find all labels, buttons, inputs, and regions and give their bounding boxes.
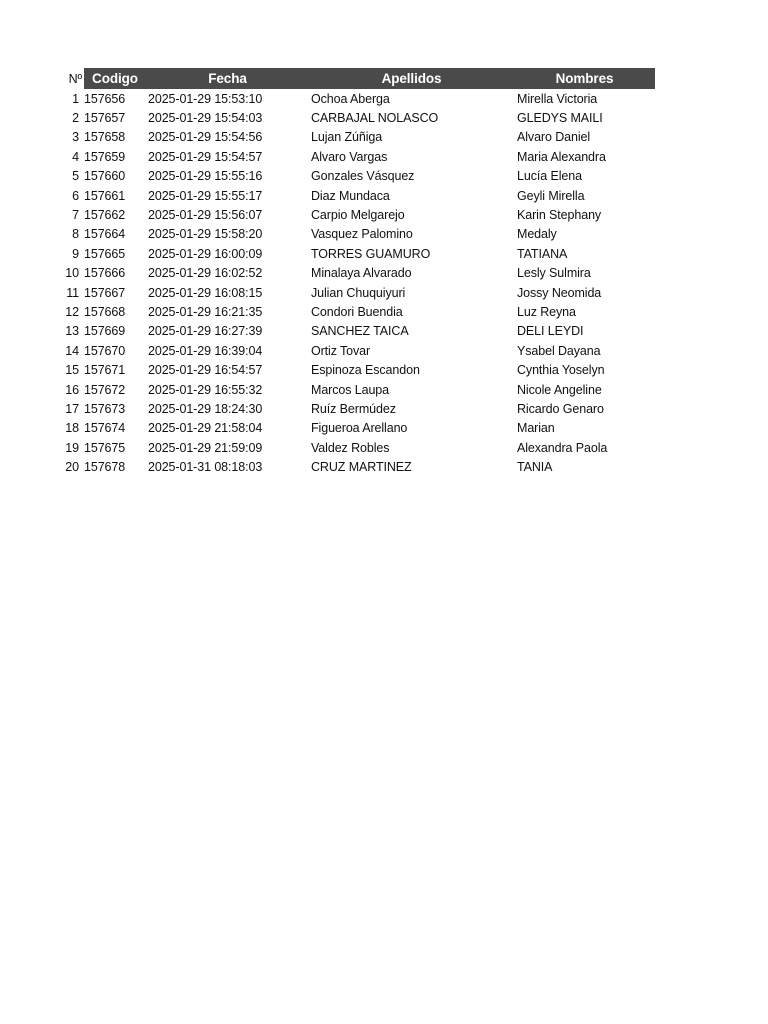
column-header-nombres: Nombres: [514, 68, 655, 89]
table-row: [62, 419, 655, 438]
cell-codigo: 157668: [84, 304, 126, 319]
cell-fecha: 2025-01-29 16:08:15: [148, 285, 263, 300]
cell-number: 19: [65, 440, 79, 455]
cell-fecha: 2025-01-29 16:00:09: [148, 246, 263, 261]
cell-fecha: 2025-01-29 15:54:56: [148, 130, 263, 145]
table-row: [62, 302, 655, 321]
cell-number: 8: [72, 227, 79, 242]
table-row: [62, 147, 655, 166]
cell-codigo: 157660: [84, 169, 126, 184]
cell-fecha: 2025-01-29 18:24:30: [148, 401, 263, 416]
cell-number: 20: [65, 460, 79, 475]
table-header-row: [62, 68, 655, 89]
cell-apellidos: Condori Buendia: [311, 304, 403, 319]
cell-apellidos: CRUZ MARTINEZ: [311, 460, 412, 475]
cell-codigo: 157664: [84, 227, 126, 242]
table-row: [62, 438, 655, 457]
cell-nombres: DELI LEYDI: [517, 324, 584, 339]
cell-number: 15: [65, 363, 79, 378]
cell-fecha: 2025-01-29 15:54:57: [148, 149, 263, 164]
cell-apellidos: Diaz Mundaca: [311, 188, 390, 203]
cell-nombres: TATIANA: [517, 246, 568, 261]
cell-apellidos: Julian Chuquiyuri: [311, 285, 406, 300]
cell-fecha: 2025-01-31 08:18:03: [148, 460, 263, 475]
table-row: [62, 283, 655, 302]
cell-fecha: 2025-01-29 15:53:10: [148, 91, 263, 106]
cell-nombres: Mirella Victoria: [517, 91, 598, 106]
cell-nombres: Cynthia Yoselyn: [517, 363, 605, 378]
cell-apellidos: Ochoa Aberga: [311, 91, 390, 106]
cell-codigo: 157667: [84, 285, 126, 300]
cell-apellidos: Gonzales Vásquez: [311, 169, 415, 184]
cell-codigo: 157658: [84, 130, 126, 145]
cell-fecha: 2025-01-29 15:54:03: [148, 111, 263, 126]
cell-nombres: Maria Alexandra: [517, 149, 606, 164]
column-header-codigo: Codigo: [84, 68, 146, 89]
column-header-number: Nº: [62, 68, 84, 89]
cell-codigo: 157674: [84, 421, 126, 436]
table-row: [62, 380, 655, 399]
cell-number: 10: [65, 266, 79, 281]
cell-fecha: 2025-01-29 16:54:57: [148, 363, 263, 378]
cell-codigo: 157665: [84, 246, 126, 261]
cell-codigo: 157656: [84, 91, 126, 106]
cell-fecha: 2025-01-29 15:55:16: [148, 169, 263, 184]
table-body: [62, 89, 655, 477]
cell-number: 17: [65, 401, 79, 416]
cell-number: 4: [72, 149, 79, 164]
cell-fecha: 2025-01-29 15:56:07: [148, 208, 263, 223]
cell-codigo: 157675: [84, 440, 126, 455]
cell-number: 5: [72, 169, 79, 184]
cell-number: 7: [72, 208, 79, 223]
cell-number: 1: [72, 91, 79, 106]
cell-apellidos: TORRES GUAMURO: [311, 246, 431, 261]
cell-nombres: TANIA: [517, 460, 553, 475]
cell-number: 16: [65, 382, 79, 397]
table-row: [62, 205, 655, 224]
table-row: [62, 186, 655, 205]
cell-apellidos: Lujan Zúñiga: [311, 130, 383, 145]
cell-fecha: 2025-01-29 21:59:09: [148, 440, 263, 455]
cell-codigo: 157672: [84, 382, 126, 397]
cell-fecha: 2025-01-29 15:55:17: [148, 188, 263, 203]
table-row: [62, 264, 655, 283]
cell-codigo: 157673: [84, 401, 126, 416]
cell-nombres: Medaly: [517, 227, 557, 242]
cell-apellidos: Figueroa Arellano: [311, 421, 408, 436]
table-row: [62, 244, 655, 263]
cell-number: 14: [65, 343, 79, 358]
table-row: [62, 89, 655, 108]
cell-apellidos: CARBAJAL NOLASCO: [311, 111, 439, 126]
cell-nombres: Lucía Elena: [517, 169, 582, 184]
cell-codigo: 157657: [84, 111, 126, 126]
cell-fecha: 2025-01-29 16:39:04: [148, 343, 263, 358]
table-row: [62, 457, 655, 476]
cell-apellidos: Ortiz Tovar: [311, 343, 371, 358]
cell-number: 13: [65, 324, 79, 339]
cell-nombres: Lesly Sulmira: [517, 266, 591, 281]
cell-fecha: 2025-01-29 16:55:32: [148, 382, 263, 397]
cell-nombres: Karin Stephany: [517, 208, 602, 223]
table-row: [62, 128, 655, 147]
cell-number: 2: [72, 111, 79, 126]
cell-fecha: 2025-01-29 16:02:52: [148, 266, 263, 281]
cell-nombres: Alvaro Daniel: [517, 130, 591, 145]
cell-codigo: 157678: [84, 460, 126, 475]
cell-apellidos: Marcos Laupa: [311, 382, 390, 397]
cell-number: 3: [72, 130, 79, 145]
cell-number: 6: [72, 188, 79, 203]
cell-nombres: GLEDYS MAILI: [517, 111, 603, 126]
cell-apellidos: Alvaro Vargas: [311, 149, 388, 164]
cell-codigo: 157666: [84, 266, 126, 281]
table-row: [62, 108, 655, 127]
cell-codigo: 157671: [84, 363, 126, 378]
cell-nombres: Ysabel Dayana: [517, 343, 601, 358]
cell-nombres: Luz Reyna: [517, 304, 576, 319]
cell-codigo: 157659: [84, 149, 126, 164]
cell-codigo: 157670: [84, 343, 126, 358]
cell-apellidos: Espinoza Escandon: [311, 363, 420, 378]
cell-number: 18: [65, 421, 79, 436]
table-row: [62, 341, 655, 360]
cell-nombres: Geyli Mirella: [517, 188, 585, 203]
cell-nombres: Jossy Neomida: [517, 285, 602, 300]
cell-codigo: 157661: [84, 188, 126, 203]
cell-apellidos: Valdez Robles: [311, 440, 390, 455]
cell-codigo: 157669: [84, 324, 126, 339]
cell-fecha: 2025-01-29 21:58:04: [148, 421, 263, 436]
cell-apellidos: SANCHEZ TAICA: [311, 324, 409, 339]
cell-apellidos: Vasquez Palomino: [311, 227, 413, 242]
table-row: [62, 322, 655, 341]
cell-fecha: 2025-01-29 16:27:39: [148, 324, 263, 339]
cell-nombres: Nicole Angeline: [517, 382, 602, 397]
cell-fecha: 2025-01-29 16:21:35: [148, 304, 263, 319]
cell-apellidos: Minalaya Alvarado: [311, 266, 412, 281]
cell-fecha: 2025-01-29 15:58:20: [148, 227, 263, 242]
cell-apellidos: Ruíz Bermúdez: [311, 401, 396, 416]
cell-nombres: Alexandra Paola: [517, 440, 608, 455]
cell-nombres: Ricardo Genaro: [517, 401, 604, 416]
cell-number: 9: [72, 246, 79, 261]
table-row: [62, 399, 655, 418]
registration-table: [62, 68, 655, 477]
cell-codigo: 157662: [84, 208, 126, 223]
table-row: [62, 360, 655, 379]
column-header-apellidos: Apellidos: [309, 68, 514, 89]
cell-number: 12: [65, 304, 79, 319]
cell-number: 11: [66, 285, 79, 300]
column-header-fecha: Fecha: [146, 68, 309, 89]
table-row: [62, 225, 655, 244]
table-row: [62, 167, 655, 186]
cell-apellidos: Carpio Melgarejo: [311, 208, 405, 223]
registration-list-sheet: [62, 68, 655, 477]
cell-nombres: Marian: [517, 421, 555, 436]
